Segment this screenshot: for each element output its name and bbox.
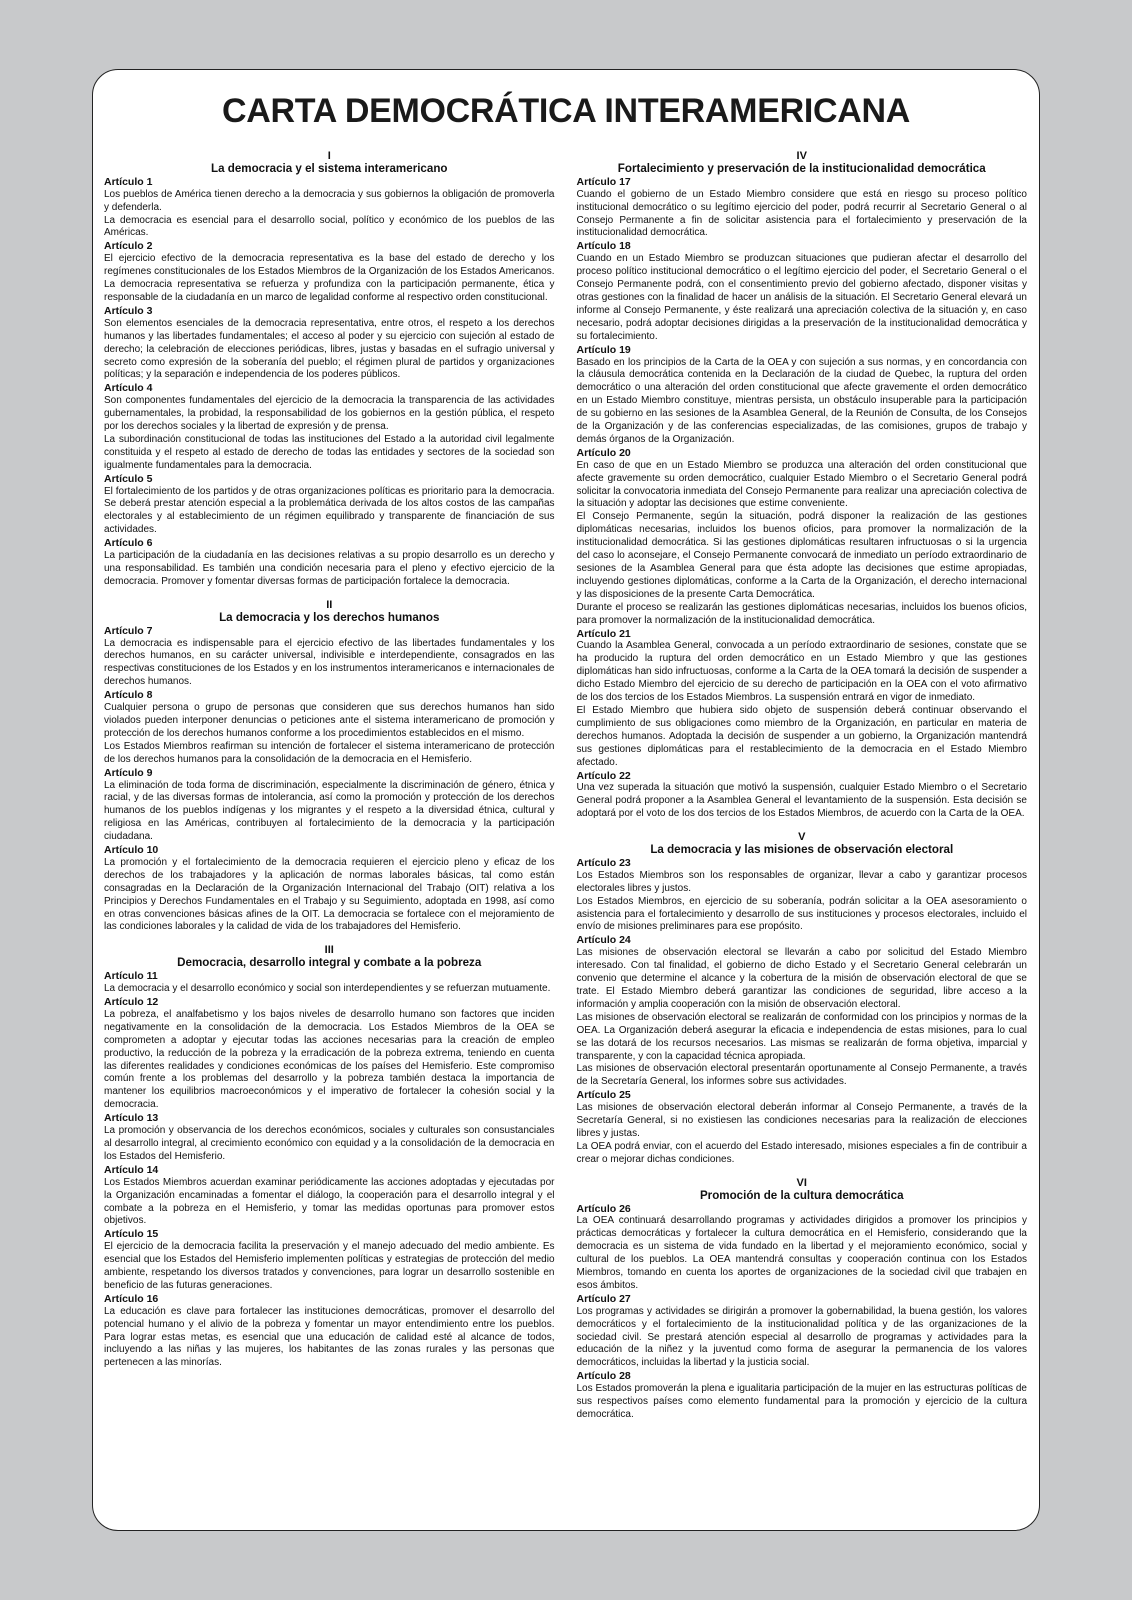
article (104, 1112, 555, 1164)
article (104, 689, 555, 766)
article-paragraph: Una vez superada la situación que motivó la suspensión, cualquier Estado Miembro o el Secretario General podrá proponer a la Asamblea General el levantamiento de la suspensión. Esta decisión se adoptará por el voto de los dos tercios de los Estados Miembros, de acuerdo con la Carta de la OEA. (576, 782, 1027, 820)
section-title: Fortalecimiento y preservación de la institucionalidad democrática (617, 161, 986, 175)
article-heading: Artículo 12 (104, 996, 159, 1008)
section-number: I (327, 150, 331, 162)
article (104, 625, 555, 690)
article-paragraph: El fortalecimiento de los partidos y de otras organizaciones políticas es prioritario para la democracia. Se deberá prestar atención especial a la problemática derivada de los altos costos de las campañas electorales y al establecimiento de un régimen equilibrado y transparente de financiación de sus actividades. (104, 485, 555, 536)
section (104, 599, 555, 935)
right-column (577, 150, 1028, 1520)
article-heading: Artículo 23 (576, 856, 631, 869)
article-paragraph: La democracia y el desarrollo económico y social son interdependientes y se refuerzan mutuamente. (104, 983, 551, 995)
article-heading: Artículo 8 (104, 689, 153, 702)
article-paragraph: Son elementos esenciales de la democracia representativa, entre otros, el respeto a los derechos humanos y las libertades fundamentales; el acceso al poder y su ejercicio con sujeción al estado de derecho; la celebración de elecciones periódicas, libres, justas y basadas en el sufragio universal y secreto como expresión de la soberanía del pueblo; el régimen plural de partidos y organizaciones políticas; y la separación e independencia de los poderes públicos. (104, 317, 555, 381)
section (577, 150, 1028, 821)
article (577, 1089, 1028, 1166)
section (104, 150, 555, 589)
article-heading: Artículo 7 (104, 624, 153, 637)
article-paragraph: Los programas y actividades se dirigirán a promover la gobernabilidad, la buena gestión, los valores democráticos y el fortalecimiento de la institucionalidad política y de las organizaciones de la sociedad civil. Se prestará atención especial al desarrollo de programas y actividades para la educación de la niñez y la juventud como forma de asegurar la permanencia de los valores democráticos, incluidas la libertad y la justicia social. (576, 1305, 1027, 1369)
article-heading: Artículo 5 (104, 472, 153, 485)
left-column (104, 150, 555, 1520)
article-paragraph: La participación de la ciudadanía en las decisiones relativas a su propio desarrollo es un derecho y una responsabilidad. Es también una condición necesaria para el pleno y efectivo ejercicio de la democracia. Promover y fomentar diversas formas de participación fortalece la democracia. (104, 550, 555, 587)
article-paragraph: Durante el proceso se realizarán las gestiones diplomáticas necesarias, incluidos los buenos oficios, para promover la normalización de la institucionalidad democrática. (576, 601, 1027, 626)
article-paragraph: Las misiones de observación electoral se realizarán de conformidad con los principios y normas de la OEA. La Organización deberá asegurar la eficacia e independencia de estas misiones, para lo cual se las dotará de los recursos necesarios. Las mismas se realizarán de forma objetiva, imparcial y transparente, y con la capacidad técnica apropiada. (576, 1011, 1027, 1062)
columns (104, 150, 1027, 1520)
article (577, 240, 1028, 343)
article-paragraph: En caso de que en un Estado Miembro se produzca una alteración del orden constitucional que afecte gravemente su orden democrático, cualquier Estado Miembro o el Secretario General podrá solicitar la convocatoria inmediata del Consejo Permanente para realizar una apreciación colectiva de la situación y adoptar las decisiones que estime conveniente. (576, 459, 1027, 510)
article (577, 344, 1028, 447)
article (104, 1293, 555, 1370)
article-heading: Artículo 6 (104, 537, 153, 550)
article (104, 1164, 555, 1229)
article-paragraph: Los Estados Miembros, en ejercicio de su soberanía, podrán solicitar a la OEA asesoramiento o asistencia para el fortalecimiento y desarrollo de sus instituciones y procesos electorales, incluido el envío de misiones preliminares para ese propósito. (576, 895, 1027, 933)
section (104, 944, 555, 1370)
article (577, 1370, 1028, 1422)
article (104, 176, 555, 241)
article (104, 844, 555, 934)
article-heading: Artículo 11 (104, 970, 158, 983)
article-heading: Artículo 28 (576, 1370, 631, 1383)
article-paragraph: Cuando la Asamblea General, convocada a un período extraordinario de sesiones, constate que se ha producido la ruptura del orden democrático en un Estado Miembro y que las gestiones diplomáticas han sido infructuosas, conforme a la Carta de la OEA tomará la decisión de suspender a dicho Estado Miembro del ejercicio de su derecho de participación en la OEA con el voto afirmativo de los dos tercios de los Estados Miembros. La suspensión entrará en vigor de inmediato. (576, 640, 1027, 704)
article-paragraph: La pobreza, el analfabetismo y los bajos niveles de desarrollo humano son factores que inciden negativamente en la consolidación de la democracia. Los Estados Miembros de la OEA se comprometen a adoptar y ejecutar todas las acciones necesarias para la creación de empleo productivo, la reducción de la pobreza y la erradicación de la pobreza extrema, teniendo en cuenta las diferentes realidades y condiciones económicas de los países del Hemisferio. Este compromiso común frente a los problemas del desarrollo y la pobreza también destaca la importancia de mantener los equilibrios macroeconómicos y el imperativo de fortalecer la cohesión social y la democracia. (104, 1008, 555, 1111)
article (104, 537, 555, 589)
article-heading: Artículo 27 (576, 1292, 631, 1305)
article-paragraph: Cuando el gobierno de un Estado Miembro considere que está en riesgo su proceso político institucional democrático o su legítimo ejercicio del poder, podrá recurrir al Secretario General o al Consejo Permanente a fin de solicitar asistencia para el fortalecimiento y preservación de la institucionalidad democrática. (576, 188, 1027, 239)
article-heading: Artículo 21 (576, 627, 631, 640)
article-heading: Artículo 10 (104, 844, 159, 857)
article (104, 767, 555, 844)
section-number: II (326, 598, 333, 611)
article-paragraph: Son componentes fundamentales del ejercicio de la democracia la transparencia de las actividades gubernamentales, la probidad, la responsabilidad de los gobiernos en la gestión pública, el respeto por los derechos sociales y la libertad de expresión y de prensa. (104, 395, 555, 433)
section (577, 831, 1028, 1167)
article-paragraph: Las misiones de observación electoral presentarán oportunamente al Consejo Permanente, a través de la Secretaría General, los informes sobre sus actividades. (576, 1063, 1027, 1088)
article (577, 447, 1028, 628)
section-title: La democracia y los derechos humanos (219, 610, 440, 624)
article-paragraph: La democracia es esencial para el desarrollo social, político y económico de los pueblos de las Américas. (104, 214, 555, 239)
article-heading: Artículo 3 (104, 304, 153, 317)
article (577, 176, 1028, 241)
section-title: Democracia, desarrollo integral y combate a la pobreza (177, 956, 482, 970)
article (104, 970, 555, 996)
article-heading: Artículo 22 (576, 769, 631, 782)
article-paragraph: Cuando en un Estado Miembro se produzcan situaciones que pudieran afectar el desarrollo del proceso político institucional democrático o el legítimo ejercicio del poder, el Secretario General o el Consejo Permanente podrá, con el consentimiento previo del gobierno afectado, disponer visitas y otras gestiones con la finalidad de hacer un análisis de la situación. El Secretario General elevará un informe al Consejo Permanente, y éste realizará una apreciación colectiva de la situación y, en caso necesario, podrá adoptar decisiones dirigidas a la preservación de la institucionalidad democrática y su fortalecimiento. (576, 253, 1027, 342)
article-heading: Artículo 13 (104, 1112, 159, 1125)
article-heading: Artículo 20 (576, 446, 631, 459)
section-number: VI (796, 1176, 807, 1189)
article (577, 770, 1028, 822)
article-paragraph: Los Estados Miembros son los responsables de organizar, llevar a cabo y garantizar procesos electorales libres y justos. (576, 869, 1027, 894)
article-heading: Artículo 18 (576, 240, 631, 253)
article-paragraph: La promoción y observancia de los derechos económicos, sociales y culturales son consustanciales al desarrollo integral, al crecimiento económico con equidad y a la consolidación de la democracia en los Estados del Hemisferio. (104, 1125, 555, 1162)
article-paragraph: La democracia es indispensable para el ejercicio efectivo de las libertades fundamentales y los derechos humanos, en su carácter universal, indivisible e interdependiente, consagrados en las respectivas constituciones de los Estados y en los instrumentos interamericanos e internacionales de derechos humanos. (104, 637, 555, 688)
section-number: V (798, 831, 806, 844)
article (577, 857, 1028, 934)
article-paragraph: El ejercicio de la democracia facilita la preservación y el manejo adecuado del medio ambiente. Es esencial que los Estados del Hemisferio implementen políticas y estrategias de protección del medio ambiente, respetando los diversos tratados y convenciones, para lograr un desarrollo sostenible en beneficio de las futuras generaciones. (104, 1241, 555, 1291)
section-title: La democracia y las misiones de observación electoral (650, 843, 954, 857)
article (104, 996, 555, 1112)
article-heading: Artículo 9 (104, 766, 153, 779)
article (577, 1293, 1028, 1370)
article-paragraph: Las misiones de observación electoral deberán informar al Consejo Permanente, a través de la Secretaría General, si no existiesen las condiciones necesarias para la realización de elecciones libres y justas. (576, 1102, 1027, 1139)
article-paragraph: Los Estados Miembros reafirman su intención de fortalecer el sistema interamericano de protección de los derechos humanos para la consolidación de la democracia en el Hemisferio. (104, 740, 555, 765)
article-heading: Artículo 1 (104, 175, 153, 188)
article-heading: Artículo 24 (576, 934, 631, 947)
article-paragraph: Los pueblos de América tienen derecho a la democracia y sus gobiernos la obligación de promoverla y defenderla. (104, 188, 555, 213)
article (104, 305, 555, 382)
article-paragraph: La eliminación de toda forma de discriminación, especialmente la discriminación de género, étnica y racial, y de las diversas formas de intolerancia, así como la promoción y protección de los derechos humanos de los pueblos indígenas y los migrantes y el respeto a la diversidad étnica, cultural y religiosa en las Américas, contribuyen al fortalecimiento de la democracia y la participación ciudadana. (104, 779, 555, 843)
article (577, 628, 1028, 770)
article-paragraph: La promoción y el fortalecimiento de la democracia requieren el ejercicio pleno y eficaz de los derechos de los trabajadores y la aplicación de normas laborales básicas, tal como están consagradas en la Declaración de la Organización Internacional del Trabajo (OIT) relativa a los Principios y Derechos Fundamentales en el Trabajo y su Seguimiento, adoptada en 1998, así como en otras convenciones básicas afines de la OIT. La democracia se fortalece con el mejoramiento de las condiciones laborales y la calidad de vida de los trabajadores del Hemisferio. (104, 856, 555, 933)
article-heading: Artículo 17 (576, 175, 631, 188)
article-paragraph: El Consejo Permanente, según la situación, podrá disponer la realización de las gestiones diplomáticas necesarias, incluidos los buenos oficios, para promover la normalización de la institucionalidad democrática. Si las gestiones diplomáticas resultaren infructuosas o si la urgencia del caso lo aconsejare, el Consejo Permanente convocará de inmediato un período extraordinario de sesiones de la Asamblea General para que ésta adopte las decisiones que estime apropiadas, incluyendo gestiones diplomáticas, conforme a la Carta de la Organización, el derecho internacional y las disposiciones de la presente Carta Democrática. (576, 511, 1027, 600)
article-paragraph: La educación es clave para fortalecer las instituciones democráticas, promover el desarrollo del potencial humano y el alivio de la pobreza y fomentar un mayor entendimiento entre los pueblos. Para lograr estas metas, es esencial que una educación de calidad esté al alcance de todos, incluyendo a las niñas y las mujeres, los habitantes de las zonas rurales y las personas que pertenecen a las minorías. (104, 1305, 555, 1369)
article-paragraph: La subordinación constitucional de todas las instituciones del Estado a la autoridad civil legalmente constituida y el respeto al estado de derecho de todas las entidades y sectores de la sociedad son igualmente fundamentales para la democracia. (104, 433, 555, 471)
article (577, 1203, 1028, 1293)
article-heading: Artículo 4 (104, 382, 153, 395)
article (577, 934, 1028, 1089)
section (577, 1177, 1028, 1422)
article-paragraph: El Estado Miembro que hubiera sido objeto de suspensión deberá continuar observando el cumplimiento de sus obligaciones como miembro de la Organización, en particular en materia de derechos humanos. Adoptada la decisión de suspender a un gobierno, la Organización mantendrá sus gestiones diplomáticas para el restablecimiento de la democracia en el Estado Miembro afectado. (576, 704, 1027, 768)
article-paragraph: Los Estados Miembros acuerdan examinar periódicamente las acciones adoptadas y ejecutadas por la Organización encaminadas a fomentar el diálogo, la cooperación para el desarrollo integral y el combate a la pobreza en el Hemisferio, y tomar las medidas oportunas para promover estos objetivos. (104, 1176, 555, 1227)
article-paragraph: El ejercicio efectivo de la democracia representativa es la base del estado de derecho y los regímenes constitucionales de los Estados Miembros de la Organización de los Estados Americanos. La democracia representativa se refuerza y profundiza con la participación permanente, ética y responsable de la ciudadanía en un marco de legalidad conforme al respectivo orden constitucional. (104, 253, 555, 303)
article-paragraph: La OEA continuará desarrollando programas y actividades dirigidos a promover los principios y prácticas democráticas y fortalecer la cultura democrática en el Hemisferio, considerando que la democracia es un sistema de vida fundado en la libertad y el mejoramiento económico, social y cultural de los pueblos. La OEA mantendrá consultas y cooperación continua con los Estados Miembros, tomando en cuenta los aportes de organizaciones de la sociedad civil que trabajen en esos ámbitos. (576, 1215, 1027, 1291)
article-heading: Artículo 2 (104, 240, 153, 253)
section-number: III (324, 944, 334, 957)
section-title: Promoción de la cultura democrática (699, 1188, 904, 1202)
document-title: CARTA DEMOCRÁTICA INTERAMERICANA (222, 92, 910, 130)
article-heading: Artículo 16 (104, 1292, 159, 1305)
article (104, 240, 555, 305)
section-title: La democracia y el sistema interamericano (210, 161, 448, 175)
document-sheet (92, 69, 1040, 1531)
article-paragraph: Cualquier persona o grupo de personas que consideren que sus derechos humanos han sido violados pueden interponer denuncias o peticiones ante el sistema interamericano de promoción y protección de los derechos humanos conforme a los procedimientos establecidos en el mismo. (104, 702, 555, 739)
article-paragraph: Las misiones de observación electoral se llevarán a cabo por solicitud del Estado Miembro interesado. Con tal finalidad, el gobierno de dicho Estado y el Secretario General celebrarán un convenio que determine el alcance y la cobertura de la misión de observación electoral de que se trate. El Estado Miembro deberá garantizar las condiciones de seguridad, libre acceso a la información y amplia cooperación con la misión de observación electoral. (576, 947, 1027, 1010)
section-number: IV (796, 150, 807, 162)
article (104, 382, 555, 472)
article-paragraph: La OEA podrá enviar, con el acuerdo del Estado interesado, misiones especiales a fin de contribuir a crear o mejorar dichas condiciones. (576, 1140, 1027, 1165)
article (104, 473, 555, 538)
article-heading: Artículo 14 (104, 1163, 159, 1176)
article-heading: Artículo 15 (104, 1228, 159, 1241)
article-heading: Artículo 26 (576, 1202, 631, 1215)
article-heading: Artículo 25 (576, 1089, 631, 1102)
article (104, 1228, 555, 1293)
article-paragraph: Basado en los principios de la Carta de la OEA y con sujeción a sus normas, y en concordancia con la cláusula democrática contenida en la Declaración de la ciudad de Quebec, la ruptura del orden democrático o una alteración del orden constitucional que afecte gravemente el orden democrático en un Estado Miembro constituye, mientras persista, un obstáculo insuperable para la participación de su gobierno en las sesiones de la Asamblea General, de la Reunión de Consulta, de los Consejos de la Organización y de las conferencias especializadas, de las comisiones, grupos de trabajo y demás órganos de la Organización. (576, 356, 1027, 445)
article-heading: Artículo 19 (576, 343, 631, 356)
article-paragraph: Los Estados promoverán la plena e igualitaria participación de la mujer en las estructuras políticas de sus respectivos países como elemento fundamental para la promoción y ejercicio de la cultura democrática. (576, 1383, 1027, 1420)
